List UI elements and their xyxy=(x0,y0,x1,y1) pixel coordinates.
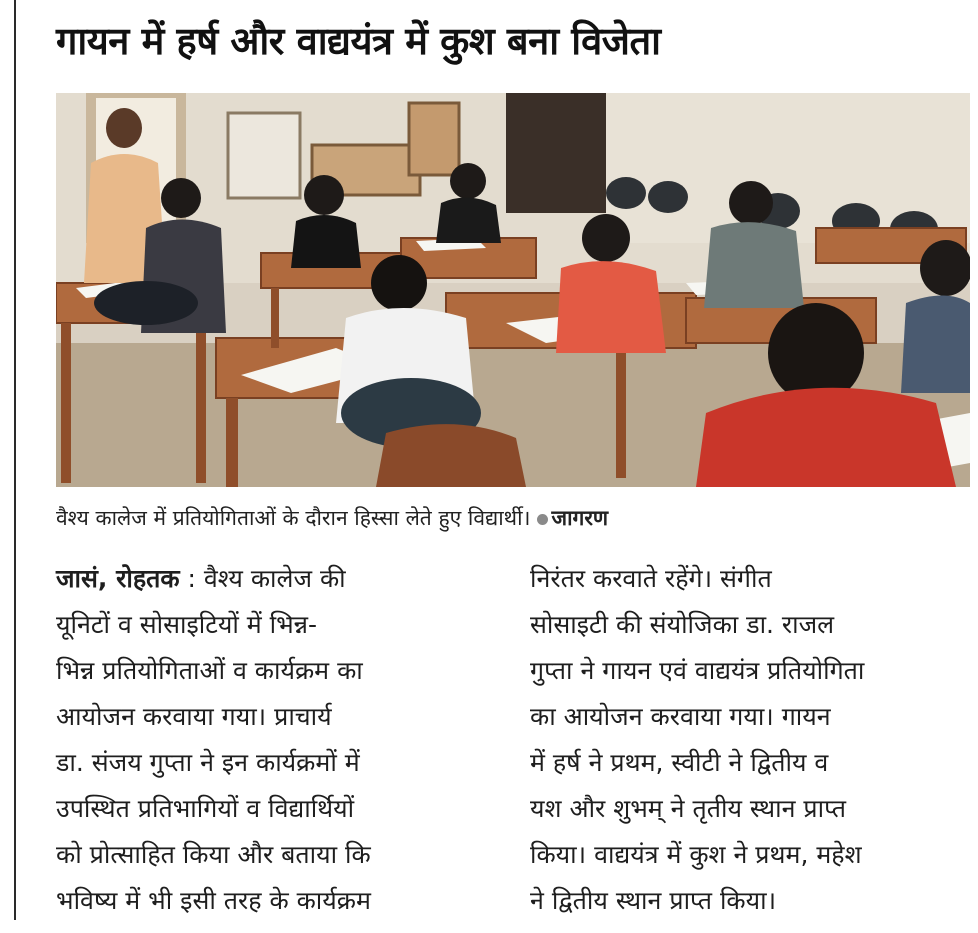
dateline: जासं, रोहतक xyxy=(56,564,180,593)
body-line: भिन्न प्रतियोगिताओं व कार्यक्रम का xyxy=(56,656,363,685)
body-line: यश और शुभम् ने तृतीय स्थान प्राप्त xyxy=(530,794,847,823)
body-line: सोसाइटी की संयोजिका डा. राजल xyxy=(530,610,835,639)
body-line: का आयोजन करवाया गया। गायन xyxy=(530,702,831,731)
body-line: डा. संजय गुप्ता ने इन कार्यक्रमों में xyxy=(56,748,360,777)
body-line: किया। वाद्ययंत्र में कुश ने प्रथम, महेश xyxy=(530,840,862,869)
headline: गायन में हर्ष और वाद्ययंत्र में कुश बना विजेता xyxy=(56,19,661,63)
body-line: ने द्वितीय स्थान प्राप्त किया। xyxy=(530,886,777,915)
body-line-text: : वैश्य कालेज की xyxy=(179,564,346,593)
body-line: आयोजन करवाया गया। प्राचार्य xyxy=(56,702,332,731)
article-photo xyxy=(56,93,970,487)
caption-text: वैश्य कालेज में प्रतियोगिताओं के दौरान हिस्सा लेते हुए विद्यार्थी। xyxy=(56,506,531,530)
body-line: उपस्थित प्रतिभागियों व विद्यार्थियों xyxy=(56,794,355,823)
body-line: यूनिटों व सोसाइटियों में भिन्न- xyxy=(56,610,317,639)
article-column-right xyxy=(530,556,965,924)
body-line: गुप्ता ने गायन एवं वाद्ययंत्र प्रतियोगिता xyxy=(530,656,865,685)
body-line: में हर्ष ने प्रथम, स्वीटी ने द्वितीय व xyxy=(530,748,829,777)
photo-credit: जागरण xyxy=(551,506,609,530)
column-rule xyxy=(14,0,16,920)
bullet-icon xyxy=(537,514,548,525)
article-column-left xyxy=(56,556,476,924)
body-line xyxy=(56,556,476,602)
photo-caption xyxy=(56,500,970,536)
body-line: को प्रोत्साहित किया और बताया कि xyxy=(56,840,371,869)
body-line: निरंतर करवाते रहेंगे। संगीत xyxy=(530,564,772,593)
body-line: भविष्य में भी इसी तरह के कार्यक्रम xyxy=(56,886,371,915)
